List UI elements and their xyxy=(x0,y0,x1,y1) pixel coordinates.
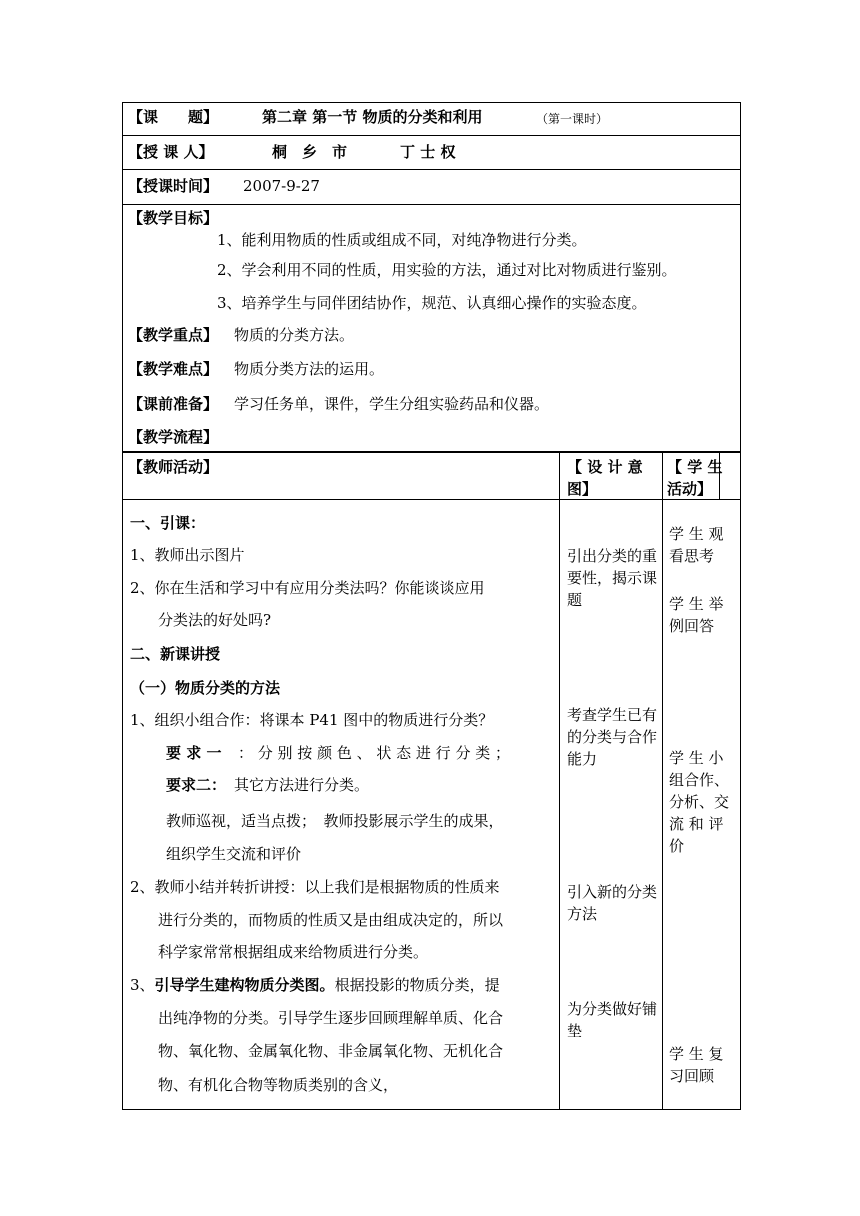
section-new-lesson-heading: 二、新课讲授 xyxy=(130,645,221,663)
objective-item: 2、学会利用不同的性质，用实验的方法，通过对比对物质进行鉴别。 xyxy=(217,261,677,279)
activity-line: 出纯净物的分类。引导学生逐步回顾理解单质、化合 xyxy=(158,1009,504,1027)
activity-line: 进行分类的，而物质的性质又是由组成决定的，所以 xyxy=(158,911,504,929)
preparation-value: 学习任务单，课件，学生分组实验药品和仪器。 xyxy=(234,395,550,413)
activity-line: 分类法的好处吗? xyxy=(158,611,272,629)
time-value: 2007-9-27 xyxy=(243,177,320,195)
activity-line: 物、氧化物、金属氧化物、非金属氧化物、无机化合 xyxy=(158,1042,504,1060)
requirement-two-text: 其它方法进行分类。 xyxy=(234,776,370,794)
lesson-label: 【课 题】 xyxy=(128,108,219,126)
divider xyxy=(122,499,741,500)
student-activity-cell: 学 生 举例回答 xyxy=(669,595,724,635)
activity-line: 教师巡视，适当点拨； 教师投影展示学生的成果， xyxy=(166,812,504,830)
divider xyxy=(122,169,741,170)
teacher-city: 桐 乡 市 xyxy=(272,143,348,161)
key-point-label: 【教学重点】 xyxy=(128,326,219,344)
divider xyxy=(122,135,741,136)
lesson-title: 第二章 第一节 物质的分类和利用 xyxy=(262,108,483,126)
student-activity-header: 【 学 生 xyxy=(667,458,723,476)
design-intent-cell: 为分类做好铺垫 xyxy=(567,1000,658,1040)
teacher-label: 【授 课 人】 xyxy=(128,143,214,161)
objective-item: 3、培养学生与同伴团结协作，规范、认真细心操作的实验态度。 xyxy=(217,294,647,312)
preparation-label: 【课前准备】 xyxy=(128,395,219,413)
student-activity-cell: 学 生 小组合作、分析、交流 和 评价 xyxy=(669,749,730,855)
difficulty-label: 【教学难点】 xyxy=(128,360,219,378)
objectives-label: 【教学目标】 xyxy=(128,209,219,227)
student-activity-cell: 学 生 观看思考 xyxy=(669,525,724,565)
difficulty-value: 物质分类方法的运用。 xyxy=(234,360,385,378)
key-point-value: 物质的分类方法。 xyxy=(234,326,355,344)
divider xyxy=(122,204,741,205)
activity-line: 组织学生交流和评价 xyxy=(166,845,302,863)
design-intent-cell: 考查学生已有的分类与合作能力 xyxy=(567,706,658,768)
item-number: 3、 xyxy=(130,976,155,994)
column-divider xyxy=(662,452,663,1110)
activity-line: 2、教师小结并转折讲授：以上我们是根据物质的性质来 xyxy=(130,878,500,896)
column-divider xyxy=(559,452,560,1110)
teacher-name: 丁 士 权 xyxy=(400,143,456,161)
requirement-one-text: ： 分 别 按 颜 色 、 状 态 进 行 分 类 ； xyxy=(238,744,510,762)
time-label: 【授课时间】 xyxy=(128,177,219,195)
process-label: 【教学流程】 xyxy=(128,428,219,446)
design-intent-cell: 引入新的分类方法 xyxy=(567,883,658,923)
design-intent-header-cont: 图】 xyxy=(567,480,598,498)
subsection-heading: （一）物质分类的方法 xyxy=(130,679,281,697)
design-intent-cell: 引出分类的重要性，揭示课题 xyxy=(567,547,658,609)
item-rest: 根据投影的物质分类，提 xyxy=(334,976,500,994)
student-activity-cell: 学 生 复习回顾 xyxy=(669,1045,724,1085)
item-emphasis: 引导学生建构物质分类图。 xyxy=(154,976,335,994)
activity-line: 1、教师出示图片 xyxy=(130,546,245,564)
requirement-two-label: 要求二： xyxy=(166,776,227,794)
activity-line: 1、组织小组合作：将课本 P41 图中的物质进行分类？ xyxy=(130,711,494,729)
activity-line: 科学家常常根据组成来给物质进行分类。 xyxy=(158,943,429,961)
activity-line: 物、有机化合物等物质类别的含义， xyxy=(158,1076,399,1094)
student-activity-header-cont: 活动】 xyxy=(667,480,713,498)
requirement-one-label: 要 求 一 xyxy=(166,744,222,762)
lesson-note: （第一课时） xyxy=(536,112,609,126)
design-intent-header: 【 设 计 意 xyxy=(567,458,643,476)
section-intro-heading: 一、引课： xyxy=(130,514,206,532)
teacher-activity-header: 【教师活动】 xyxy=(128,458,219,476)
activity-line: 2、你在生活和学习中有应用分类法吗？你能谈谈应用 xyxy=(130,579,485,597)
objective-item: 1、能利用物质的性质或组成不同，对纯净物进行分类。 xyxy=(217,231,587,249)
activity-line xyxy=(130,975,500,995)
